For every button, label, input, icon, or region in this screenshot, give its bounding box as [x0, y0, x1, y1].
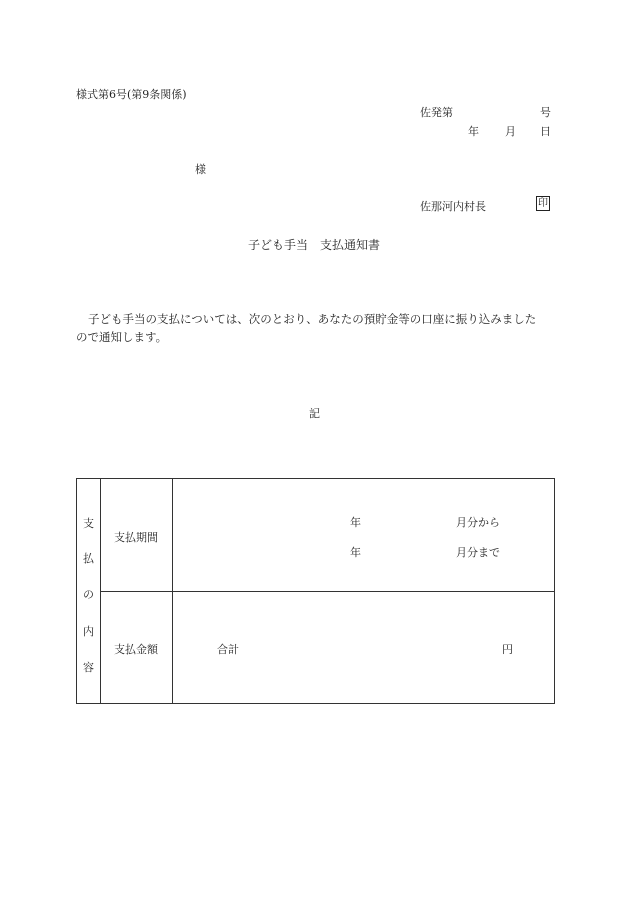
addressee-suffix: 様 — [195, 163, 206, 176]
seal-stamp: 印 — [538, 198, 548, 209]
total-label: 合計 — [217, 643, 239, 656]
section-char-1: 支 — [83, 517, 94, 530]
reference-suffix: 号 — [540, 106, 551, 119]
form-number: 様式第6号(第9条関係) — [76, 88, 187, 101]
reference-prefix: 佐発第 — [420, 106, 453, 119]
section-char-2: 払 — [83, 552, 94, 565]
period-to-year: 年 — [350, 546, 361, 559]
date-month: 月 — [505, 125, 516, 138]
issuer-name: 佐那河内村長 — [420, 200, 486, 213]
body-line-2: ので通知します。 — [76, 330, 168, 344]
section-char-4: 内 — [83, 625, 94, 638]
seal-mark — [536, 196, 550, 211]
period-from-month: 月分から — [456, 516, 500, 529]
date-day: 日 — [540, 125, 551, 138]
section-char-3: の — [83, 588, 94, 601]
period-label: 支払期間 — [114, 531, 158, 544]
date-year: 年 — [468, 125, 479, 138]
section-char-5: 容 — [83, 661, 94, 674]
ki-marker: 記 — [309, 407, 320, 420]
period-from-year: 年 — [350, 516, 361, 529]
table-row-divider — [100, 591, 554, 592]
yen-unit: 円 — [502, 643, 513, 656]
document-title: 子ども手当 支払通知書 — [248, 238, 381, 252]
amount-label: 支払金額 — [114, 643, 158, 656]
payment-table — [76, 478, 555, 704]
period-to-month: 月分まで — [456, 546, 500, 559]
body-line-1: 子ども手当の支払については、次のとおり、あなたの預貯金等の口座に振り込みました — [88, 312, 537, 326]
